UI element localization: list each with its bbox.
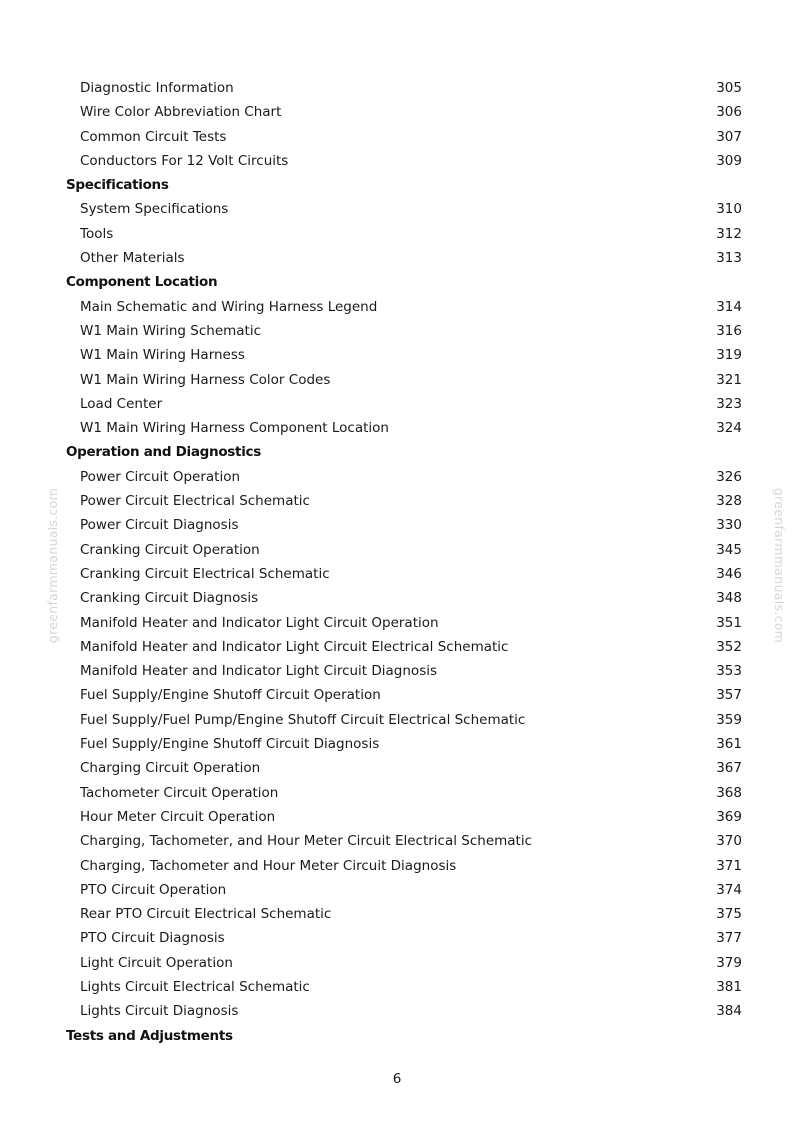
toc-entry[interactable] — [0, 76, 794, 100]
toc-entry[interactable] — [0, 683, 794, 707]
toc-entry-title: Charging Circuit Operation — [80, 760, 261, 777]
toc-entry[interactable] — [0, 149, 794, 173]
toc-entry-title: W1 Main Wiring Harness Component Location — [80, 420, 389, 437]
toc-entry[interactable] — [0, 368, 794, 392]
toc-entry-title: Tachometer Circuit Operation — [80, 784, 279, 801]
toc-entry-title: Manifold Heater and Indicator Light Circuit Electrical Schematic — [80, 638, 509, 655]
toc-entry[interactable] — [0, 635, 794, 659]
toc-entry-page: 367 — [716, 760, 742, 777]
toc-entry[interactable] — [0, 732, 794, 756]
watermark-left: greenfarmmanuals.com — [45, 487, 61, 644]
toc-entry-title: PTO Circuit Operation — [80, 881, 227, 898]
toc-entry-title: System Specifications — [80, 201, 229, 218]
toc-section-title: Component Location — [66, 274, 218, 291]
toc-entry-title: W1 Main Wiring Schematic — [80, 322, 262, 339]
toc-entry-page: 307 — [716, 128, 742, 145]
toc-entry-page: 306 — [716, 104, 742, 121]
toc-entry[interactable] — [0, 854, 794, 878]
toc-section-heading — [0, 173, 794, 197]
toc-entry-page: 357 — [716, 687, 742, 704]
toc-entry[interactable] — [0, 197, 794, 221]
toc-entry-title: Power Circuit Diagnosis — [80, 517, 239, 534]
toc-entry-page: 323 — [716, 395, 742, 412]
toc-entry-title: Fuel Supply/Engine Shutoff Circuit Diagnosis — [80, 736, 380, 753]
toc-entry[interactable] — [0, 586, 794, 610]
toc-entry[interactable] — [0, 513, 794, 537]
toc-entry-page: 348 — [716, 590, 742, 607]
toc-entry-title: Diagnostic Information — [80, 80, 234, 96]
toc-entry-page: 310 — [716, 201, 742, 218]
toc-section-heading — [0, 270, 794, 294]
toc-entry-title: Common Circuit Tests — [80, 128, 227, 145]
watermark-right: greenfarmmanuals.com — [772, 487, 788, 644]
toc-entry-title: Other Materials — [80, 250, 185, 267]
toc-entry-page: 324 — [716, 420, 742, 437]
toc-entry[interactable] — [0, 465, 794, 489]
toc-entry[interactable] — [0, 999, 794, 1023]
toc-entry-page: 351 — [716, 614, 742, 631]
toc-section-title: Operation and Diagnostics — [66, 444, 261, 461]
toc-entry-title: W1 Main Wiring Harness Color Codes — [80, 371, 331, 388]
toc-entry-title: PTO Circuit Diagnosis — [80, 930, 225, 947]
toc-entry-page: 377 — [716, 930, 742, 947]
toc-entry[interactable] — [0, 611, 794, 635]
toc-entry[interactable] — [0, 392, 794, 416]
toc-entry[interactable] — [0, 975, 794, 999]
toc-entry-page: 361 — [716, 736, 742, 753]
toc-entry-title: Hour Meter Circuit Operation — [80, 808, 276, 825]
toc-entry-page: 316 — [716, 322, 742, 339]
toc-entry-page: 374 — [716, 881, 742, 898]
toc-entry-title: Cranking Circuit Diagnosis — [80, 590, 259, 607]
toc-entry-page: 309 — [716, 152, 742, 169]
toc-entry[interactable] — [0, 878, 794, 902]
toc-entry[interactable] — [0, 781, 794, 805]
toc-entry[interactable] — [0, 100, 794, 124]
toc-entry[interactable] — [0, 708, 794, 732]
toc-entry[interactable] — [0, 538, 794, 562]
toc-entry-page: 319 — [716, 347, 742, 364]
toc-entry-page: 353 — [716, 663, 742, 680]
toc-entry[interactable] — [0, 343, 794, 367]
toc-entry-page: 328 — [716, 493, 742, 510]
toc-entry-title: Power Circuit Operation — [80, 468, 241, 485]
toc-entry[interactable] — [0, 246, 794, 270]
toc-entry-title: Charging, Tachometer and Hour Meter Circuit Diagnosis — [80, 857, 457, 874]
toc-entry[interactable] — [0, 926, 794, 950]
toc-entry-page: 371 — [716, 857, 742, 874]
toc-entry-title: Light Circuit Operation — [80, 954, 233, 971]
toc-entry-page: 346 — [716, 565, 742, 582]
toc-entry[interactable] — [0, 829, 794, 853]
toc-section-title: Tests and Adjustments — [66, 1027, 233, 1044]
toc-entry-title: Load Center — [80, 395, 163, 412]
toc-entry-title: Rear PTO Circuit Electrical Schematic — [80, 906, 332, 923]
toc-entry[interactable] — [0, 125, 794, 149]
toc-entry-title: Charging, Tachometer, and Hour Meter Circuit Electrical Schematic — [80, 833, 533, 850]
toc-entry[interactable] — [0, 659, 794, 683]
toc-entry-title: Cranking Circuit Electrical Schematic — [80, 565, 330, 582]
toc-section-title: Specifications — [66, 177, 169, 194]
toc-entry-page: 368 — [716, 784, 742, 801]
toc-entry-title: W1 Main Wiring Harness — [80, 347, 245, 364]
toc-entry-page: 312 — [716, 225, 742, 242]
toc-entry[interactable] — [0, 756, 794, 780]
toc-entry-page: 305 — [716, 80, 742, 96]
toc-entry-title: Fuel Supply/Engine Shutoff Circuit Operation — [80, 687, 381, 704]
toc-entry[interactable] — [0, 489, 794, 513]
toc-entry-page: 314 — [716, 298, 742, 315]
toc-entry-page: 381 — [716, 978, 742, 995]
toc-entry[interactable] — [0, 416, 794, 440]
toc-entry[interactable] — [0, 562, 794, 586]
page-number: 6 — [392, 1071, 402, 1087]
toc-entry[interactable] — [0, 319, 794, 343]
toc-entry-title: Main Schematic and Wiring Harness Legend — [80, 298, 378, 315]
toc-entry-title: Conductors For 12 Volt Circuits — [80, 152, 289, 169]
toc-entry-page: 330 — [716, 517, 742, 534]
toc-entry-page: 345 — [716, 541, 742, 558]
toc-entry[interactable] — [0, 902, 794, 926]
toc-entry-title: Lights Circuit Electrical Schematic — [80, 978, 310, 995]
toc-entry[interactable] — [0, 805, 794, 829]
toc-entry-page: 379 — [716, 954, 742, 971]
toc-entry-page: 375 — [716, 906, 742, 923]
toc-section-heading — [0, 440, 794, 464]
table-of-contents — [0, 76, 794, 1048]
toc-section-heading — [0, 1024, 794, 1048]
toc-entry-page: 352 — [716, 638, 742, 655]
toc-entry-title: Manifold Heater and Indicator Light Circuit Diagnosis — [80, 663, 438, 680]
toc-entry-title: Fuel Supply/Fuel Pump/Engine Shutoff Circuit Electrical Schematic — [80, 711, 526, 728]
toc-entry[interactable] — [0, 222, 794, 246]
toc-entry-title: Power Circuit Electrical Schematic — [80, 493, 310, 510]
toc-entry[interactable] — [0, 295, 794, 319]
toc-entry-title: Tools — [80, 225, 114, 242]
toc-entry-page: 359 — [716, 711, 742, 728]
toc-entry[interactable] — [0, 951, 794, 975]
toc-entry-title: Manifold Heater and Indicator Light Circuit Operation — [80, 614, 439, 631]
toc-entry-page: 370 — [716, 833, 742, 850]
toc-entry-page: 326 — [716, 468, 742, 485]
toc-entry-page: 384 — [716, 1003, 742, 1020]
toc-entry-title: Cranking Circuit Operation — [80, 541, 260, 558]
toc-entry-page: 369 — [716, 808, 742, 825]
toc-entry-title: Wire Color Abbreviation Chart — [80, 104, 282, 121]
toc-entry-page: 321 — [716, 371, 742, 388]
toc-entry-title: Lights Circuit Diagnosis — [80, 1003, 239, 1020]
toc-entry-page: 313 — [716, 250, 742, 267]
